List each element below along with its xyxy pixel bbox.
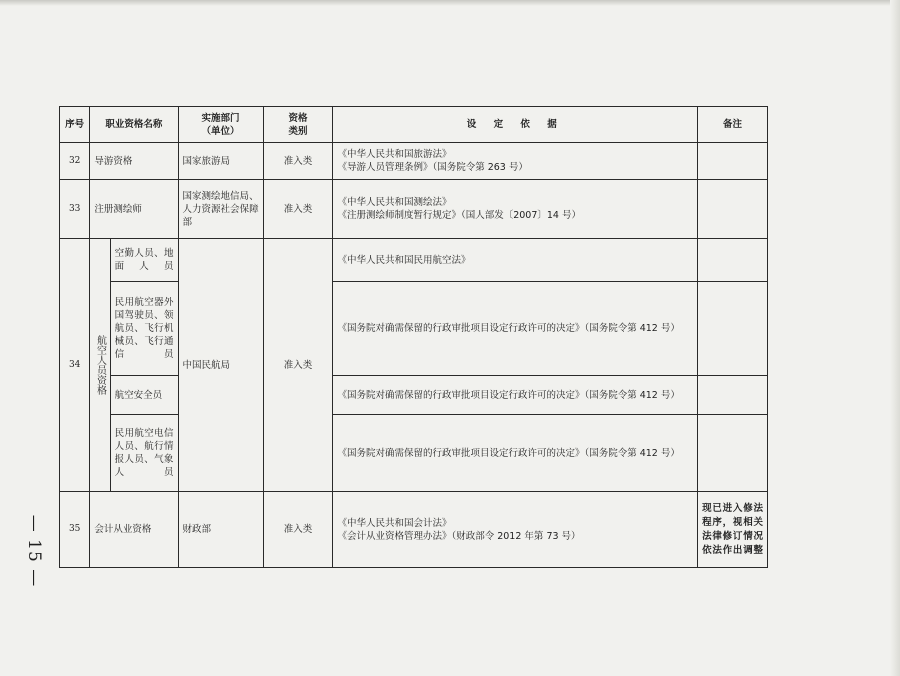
table-header-row xyxy=(60,107,768,143)
row-note xyxy=(698,376,768,415)
row-seq: 34 xyxy=(60,239,90,492)
row-basis: 《中华人民共和国会计法》 《会计从业资格管理办法》（财政部令 2012 年第 73 号） xyxy=(333,492,698,568)
row-name: 注册测绘师 xyxy=(90,180,178,239)
page-number: — 15 — xyxy=(24,514,45,588)
row-name: 会计从业资格 xyxy=(90,492,178,568)
row-note xyxy=(698,143,768,180)
row-dept: 国家测绘地信局、人力资源社会保障部 xyxy=(178,180,263,239)
row-seq: 33 xyxy=(60,180,90,239)
sub-basis: 《国务院对确需保留的行政审批项目设定行政许可的决定》（国务院令第 412 号） xyxy=(333,415,698,492)
row-dept: 国家旅游局 xyxy=(178,143,263,180)
sub-basis: 《国务院对确需保留的行政审批项目设定行政许可的决定》（国务院令第 412 号） xyxy=(333,376,698,415)
sub-name: 航空安全员 xyxy=(110,376,178,415)
header-dept: 实施部门 （单位） xyxy=(178,107,263,143)
table-row xyxy=(60,180,768,239)
table-row xyxy=(60,376,768,415)
table-row xyxy=(60,239,768,282)
row-name: 导游资格 xyxy=(90,143,178,180)
row-type: 准入类 xyxy=(263,239,333,492)
row-note xyxy=(698,180,768,239)
table-row xyxy=(60,282,768,376)
sub-name: 民用航空器外国驾驶员、领航员、飞行机械员、飞行通信员 xyxy=(110,282,178,376)
row-name-group xyxy=(90,239,110,492)
header-type: 资格 类别 xyxy=(263,107,333,143)
sub-name: 民用航空电信人员、航行情报人员、气象人员 xyxy=(110,415,178,492)
row-seq: 32 xyxy=(60,143,90,180)
row-note xyxy=(698,239,768,282)
row-note xyxy=(698,415,768,492)
header-seq: 序号 xyxy=(60,107,90,143)
row-seq: 35 xyxy=(60,492,90,568)
header-name: 职业资格名称 xyxy=(90,107,178,143)
row-type: 准入类 xyxy=(263,180,333,239)
row-note: 现已进入修法程序，视相关法律修订情况依法作出调整 xyxy=(698,492,768,568)
row-name: 航空人员资格 xyxy=(94,335,106,395)
sub-basis: 《国务院对确需保留的行政审批项目设定行政许可的决定》（国务院令第 412 号） xyxy=(333,282,698,376)
scan-edge-top xyxy=(0,0,900,6)
row-type: 准入类 xyxy=(263,492,333,568)
table-row xyxy=(60,415,768,492)
row-basis: 《中华人民共和国测绘法》 《注册测绘师制度暂行规定》（国人部发〔2007〕14 号） xyxy=(333,180,698,239)
row-dept: 财政部 xyxy=(178,492,263,568)
table-row xyxy=(60,143,768,180)
scan-edge-right xyxy=(890,0,900,676)
header-basis: 设 定 依 据 xyxy=(333,107,698,143)
row-note xyxy=(698,282,768,376)
qualification-table xyxy=(59,106,768,568)
table-row xyxy=(60,492,768,568)
header-note: 备注 xyxy=(698,107,768,143)
sub-name: 空勤人员、地面人员 xyxy=(110,239,178,282)
row-basis: 《中华人民共和国旅游法》 《导游人员管理条例》（国务院令第 263 号） xyxy=(333,143,698,180)
row-type: 准入类 xyxy=(263,143,333,180)
row-dept: 中国民航局 xyxy=(178,239,263,492)
sub-basis: 《中华人民共和国民用航空法》 xyxy=(333,239,698,282)
